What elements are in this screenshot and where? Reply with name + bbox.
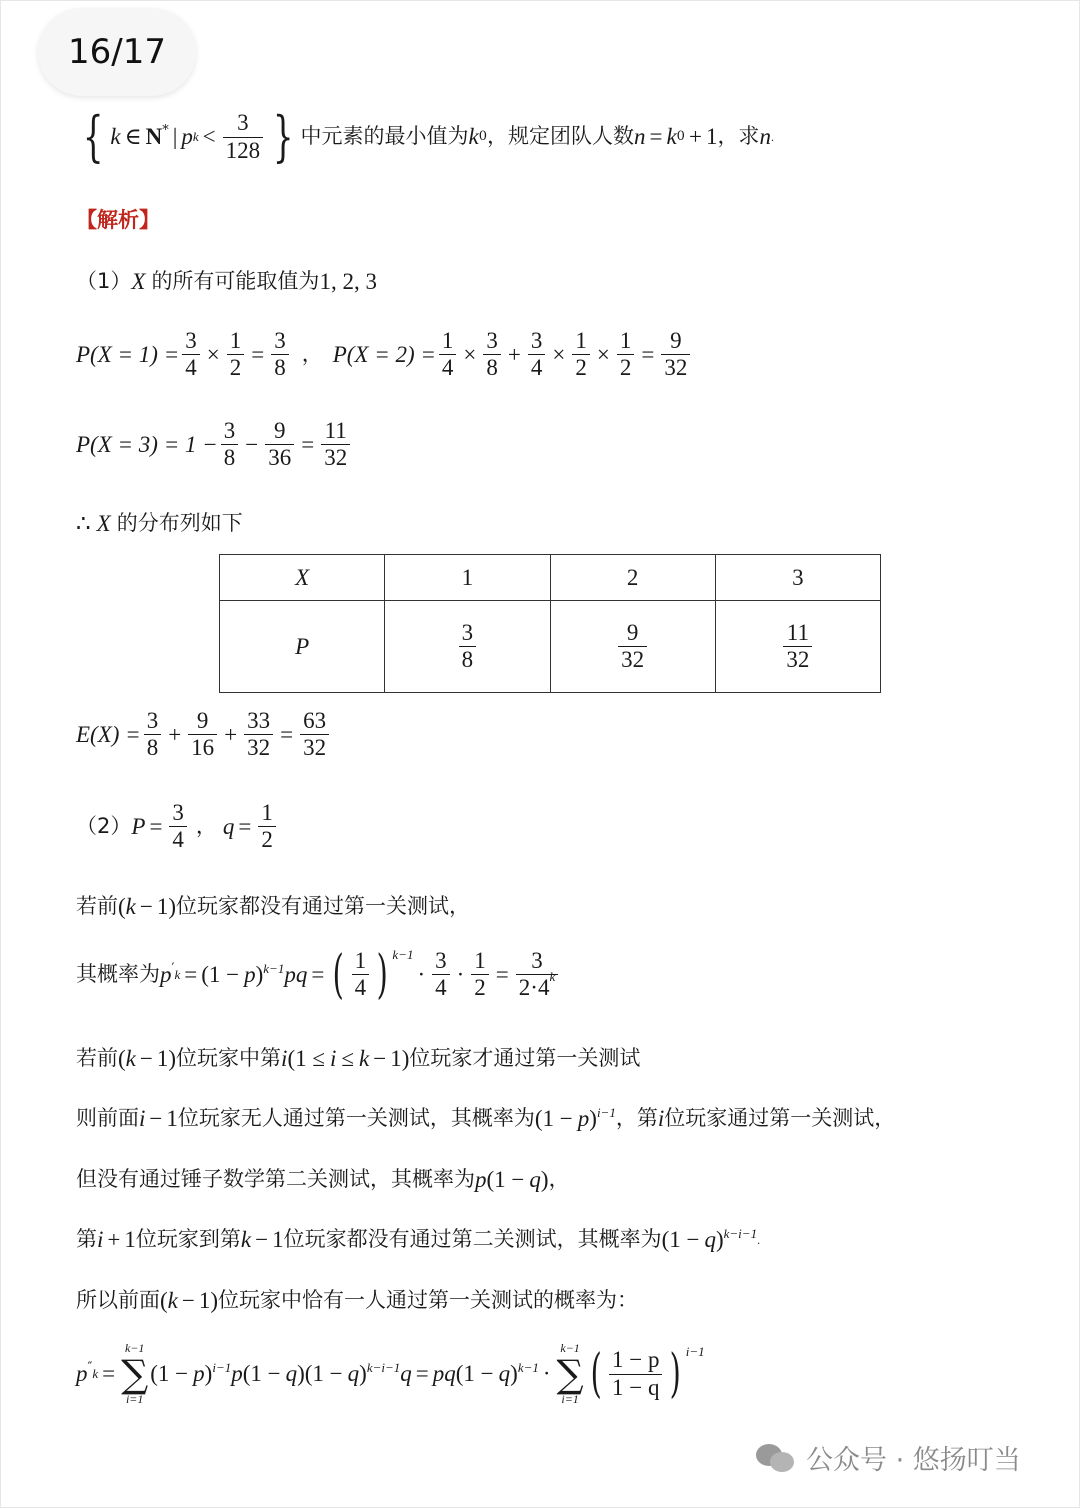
fraction: $\frac{3}{8}$ [221, 418, 239, 472]
fraction: $\frac{1}{4}$ [352, 948, 370, 1002]
but-line: 但没有通过锤子数学第二关测试，其概率为 p (1 − q ) ， [76, 1167, 570, 1192]
fraction: $\frac{9}{36}$ [265, 418, 294, 472]
part1-line: （1） X 的所有可能取值为 1, 2, 3 [76, 269, 377, 294]
fraction: $\frac{3}{4}$ [182, 328, 200, 382]
fraction: $\frac{33}{32}$ [244, 708, 273, 762]
table-cell: 2 [550, 555, 715, 601]
p3-line: P(X = 3) = 1 − $\frac{3}{8}$ − $\frac{9}{36}$ = $\frac{11}{32}$ [76, 418, 353, 472]
fraction: $\frac{3}{2\cdot 4^k}$ [516, 948, 558, 1002]
fraction: $\frac{3}{128}$ [223, 110, 264, 164]
table-cell [715, 601, 880, 693]
sum-symbol: k−1 ∑ i=1 [556, 1341, 584, 1407]
fraction: $\frac{1}{2}$ [471, 948, 489, 1002]
part2-line: （2） P = $\frac{3}{4}$ ， q = $\frac{1}{2}$ [76, 800, 279, 854]
analysis-heading: 【解析】 [76, 208, 160, 232]
fraction: $\frac{1}{2}$ [227, 328, 245, 382]
next-line: 第 i + 1 位玩家到第 k − 1 位玩家都没有通过第二关测试，其概率为 (1 − q ) $^{k-i-1}$ . [76, 1226, 761, 1252]
table-cell [550, 601, 715, 693]
fraction: $\frac{11}{32}$ [783, 620, 812, 674]
fraction: $\frac{1}{2}$ [258, 800, 276, 854]
table-row [220, 601, 881, 693]
wechat-icon [756, 1442, 796, 1474]
fraction: $\frac{1}{4}$ [439, 328, 457, 382]
final-formula-line: p ″ $_k$ = k−1 ∑ i=1 (1 − p ) $^{i-1}$ p (1 − q )(1 − q ) $^{k-i-1}$ q = pq (1 − q ) $^{k-1}$ · k−1 ∑ i=1 ( $\frac{1 - p}{1 - q}$ ) $^{i-1}$ [76, 1341, 705, 1407]
fraction: $\frac{3}{4}$ [528, 328, 546, 382]
p1-p2-line: P(X = 1) = $\frac{3}{4}$ × $\frac{1}{2}$ = $\frac{3}{8}$ ， P(X = 2) = $\frac{1}{4}$ × $\frac{3}{8}$ + $\frac{3}{4}$ × $\frac{1}{2}$ × $\frac{1}{2}$ = $\frac{9}{32}$ [76, 328, 693, 382]
if2-line: 若前 ( k − 1) 位玩家中第 i (1 ≤ i ≤ k − 1) 位玩家才通过第一关测试 [76, 1046, 641, 1071]
prob1-line: 其概率为 p ′ $_k$ = (1 − p ) $^{k-1}$ pq = ( $\frac{1}{4}$ ) $^{k-1}$ · $\frac{3}{4}$ · $\frac{1}{2}$ = $\frac{3}{2\cdot 4^k}$ [76, 948, 561, 1002]
table-cell [385, 601, 550, 693]
table-row [220, 555, 881, 601]
fraction: $\frac{11}{32}$ [321, 418, 350, 472]
then-line: 则前面 i − 1 位玩家无人通过第一关测试，其概率为 (1 − p ) $^{i-1}$ ，第 i 位玩家通过第一关测试， [76, 1105, 896, 1131]
table-cell: X [220, 555, 385, 601]
fraction: $\frac{3}{4}$ [169, 800, 187, 854]
fraction: $\frac{1}{2}$ [572, 328, 590, 382]
fraction: $\frac{3}{8}$ [459, 620, 477, 674]
dist-intro-line: ∴ X 的分布列如下 [76, 511, 243, 536]
table-cell: 1 [385, 555, 550, 601]
fraction: $\frac{9}{32}$ [618, 620, 647, 674]
table-cell: 3 [715, 555, 880, 601]
so-line: 所以前面 ( k − 1) 位玩家中恰有一人通过第一关测试的概率为： [76, 1288, 639, 1313]
fraction: $\frac{9}{32}$ [661, 328, 690, 382]
table-cell: P [220, 601, 385, 693]
distribution-table [219, 554, 881, 693]
watermark: 公众号 · 悠扬叮当 [756, 1438, 1021, 1477]
fraction: $\frac{3}{4}$ [432, 948, 450, 1002]
fraction: $\frac{1}{2}$ [617, 328, 635, 382]
fraction: $\frac{1 - p}{1 - q}$ [609, 1347, 662, 1401]
sum-symbol: k−1 ∑ i=1 [121, 1341, 149, 1407]
fraction: $\frac{3}{8}$ [144, 708, 162, 762]
expectation-line: E(X) = $\frac{3}{8}$ + $\frac{9}{16}$ + $\frac{33}{32}$ = $\frac{63}{32}$ [76, 708, 332, 762]
fraction: $\frac{9}{16}$ [188, 708, 217, 762]
intro-line: { k ∈ N * | p k < $\frac{3}{128}$ } 中元素的最小值为 k 0 ，规定团队人数 n = k 0 + 1 ，求 n . [82, 105, 774, 168]
page-counter-badge: 16/17 [38, 8, 196, 96]
fraction: $\frac{63}{32}$ [300, 708, 329, 762]
fraction: $\frac{3}{8}$ [271, 328, 289, 382]
fraction: $\frac{3}{8}$ [483, 328, 501, 382]
if1-line: 若前 ( k − 1) 位玩家都没有通过第一关测试， [76, 894, 471, 919]
